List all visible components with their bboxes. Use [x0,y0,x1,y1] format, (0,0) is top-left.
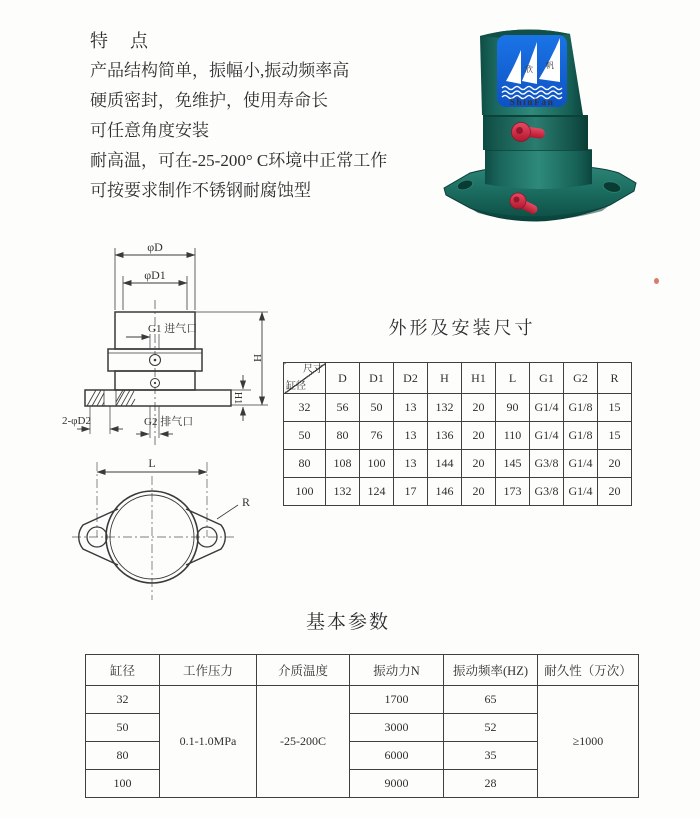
cell: 52 [444,714,538,742]
features-heading: 特 点 [90,31,150,51]
flange-top-view-drawing [70,448,270,608]
col-header: R [598,363,632,394]
dim-label-diaD1: φD1 [144,268,166,282]
cell: 132 [428,394,462,422]
temperature-cell: -25-200C [257,686,350,798]
col-header: G1 [530,363,564,394]
dim-label-H1: H1 [232,391,243,405]
cell: G1/4 [564,450,598,478]
cell: 108 [326,450,360,478]
cell: G1/4 [530,422,564,450]
col-header: L [496,363,530,394]
front-dimension-drawing [60,238,290,453]
cell: 15 [598,422,632,450]
section-hatch [87,390,135,406]
cell: G1/8 [564,394,598,422]
corner-header-cell [284,363,326,394]
cell: 80 [284,450,326,478]
cell: 56 [326,394,360,422]
table-header-row [284,363,632,394]
cell: 100 [284,478,326,506]
col-header: H1 [462,363,496,394]
cell: 50 [86,714,160,742]
cell: 144 [428,450,462,478]
col-header: 缸径 [86,655,160,686]
cell: G1/4 [564,478,598,506]
cell: 90 [496,394,530,422]
cell: 132 [326,478,360,506]
cell: 32 [284,394,326,422]
cell: 100 [86,770,160,798]
param-table-title: 基本参数 [305,612,391,633]
cell: 1700 [350,686,444,714]
scan-artifact [654,278,659,284]
logo-char-right: 帆 [546,61,554,70]
col-header: 振动力N [350,655,444,686]
cell: 80 [326,422,360,450]
cell: 20 [462,450,496,478]
col-header: G2 [564,363,598,394]
cell: 65 [444,686,538,714]
cell: 145 [496,450,530,478]
cell: 146 [428,478,462,506]
table-row [284,450,632,478]
dim-label-L: L [148,456,156,470]
feature-line-5: 可按要求制作不锈钢耐腐蚀型 [90,181,311,200]
flange-section [85,390,231,406]
col-header: 耐久性（万次） [538,655,639,686]
cell: 3000 [350,714,444,742]
dim-table-title: 外形及安装尺寸 [388,318,536,338]
cell: 9000 [350,770,444,798]
cell: 20 [598,478,632,506]
logo-brand-text: ShinFan [509,98,555,108]
features-section [90,26,450,206]
cell: 32 [86,686,160,714]
col-header: D2 [394,363,428,394]
dim-label-H: H [251,354,263,362]
table-row [284,478,632,506]
cell: G1/4 [530,394,564,422]
col-header: 工作压力 [160,655,257,686]
col-header: 介质温度 [257,655,350,686]
corner-label-size: 尺寸 [303,364,323,375]
cell: 28 [444,770,538,798]
col-header: D [326,363,360,394]
dimension-table [283,362,632,506]
cell: 173 [496,478,530,506]
cell: 13 [394,422,428,450]
col-header: 振动频率(HZ) [444,655,538,686]
feature-line-3: 可任意角度安装 [90,121,209,140]
col-header: D1 [360,363,394,394]
durability-cell: ≥1000 [538,686,639,798]
cell: 76 [360,422,394,450]
table-header-row [86,655,639,686]
cell: 50 [360,394,394,422]
table-row [284,394,632,422]
cell: 35 [444,742,538,770]
cell: 13 [394,394,428,422]
table-row [86,686,639,714]
cell: 20 [462,422,496,450]
cell: 136 [428,422,462,450]
dim-label-boltholes: 2-φD2 [62,415,91,427]
corner-label-bore: 缸径 [286,381,306,392]
feature-line-1: 产品结构简单，振幅小,振动频率高 [90,61,350,80]
logo-char-left: 欣 [525,65,533,74]
cell: 6000 [350,742,444,770]
cell: G1/8 [564,422,598,450]
cell: 13 [394,450,428,478]
feature-line-4: 耐高温，可在-25-200° C环境中正常工作 [90,151,388,170]
pressure-cell: 0.1-1.0MPa [160,686,257,798]
cell: G3/8 [530,450,564,478]
cell: 20 [462,394,496,422]
cell: 124 [360,478,394,506]
col-header: H [428,363,462,394]
dim-label-outlet: G2 排气口 [144,416,194,428]
cell: 110 [496,422,530,450]
dim-label-R: R [242,495,251,509]
cell: 20 [462,478,496,506]
cell: 20 [598,450,632,478]
cell: 80 [86,742,160,770]
cell: G3/8 [530,478,564,506]
product-photo [442,8,692,233]
feature-line-2: 硬质密封，免维护，使用寿命长 [90,91,328,110]
cell: 100 [360,450,394,478]
cell: 17 [394,478,428,506]
cell: 15 [598,394,632,422]
parameter-table [85,654,639,798]
table-row [284,422,632,450]
cell: 50 [284,422,326,450]
brand-logo [497,35,567,108]
dim-label-diaD: φD [147,240,163,254]
lower-body [485,150,592,189]
dim-label-inlet: G1 进气口 [148,323,198,335]
